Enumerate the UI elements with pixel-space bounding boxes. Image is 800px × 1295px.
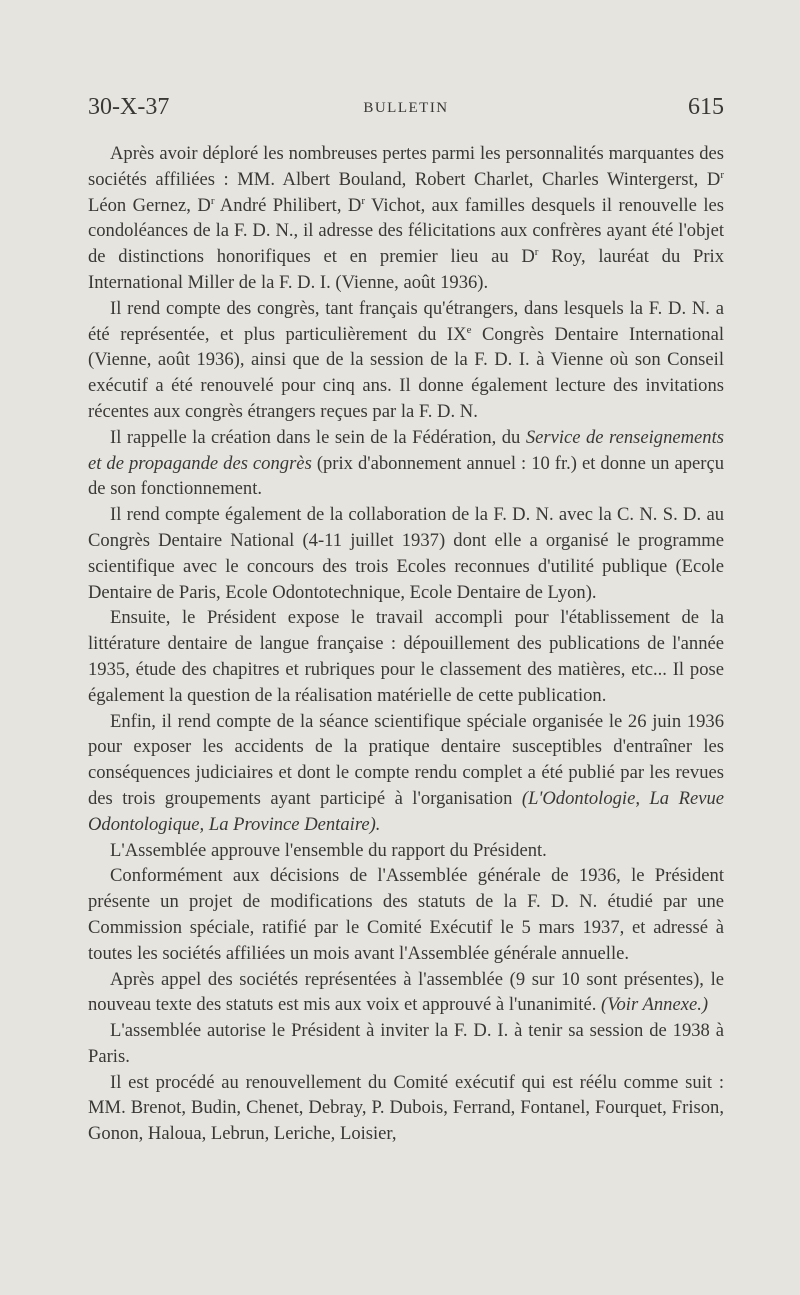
- text-run: André Philibert, D: [214, 194, 362, 216]
- paragraph: [88, 967, 724, 1019]
- paragraph: [88, 296, 724, 425]
- running-header: [88, 94, 724, 128]
- text-run: Congrès Dentaire International (Vienne, août 1936), ainsi que de la session de la F. D. I. à Vienne où son Conseil exécutif a été renouvelé pour cinq ans. Il donne également lecture des invitations récentes aux congrès étrangers reçues par la F. D. N.: [88, 323, 724, 422]
- paragraph: [88, 838, 724, 864]
- text-run: L'assemblée autorise le Président à inviter la F. D. I. à tenir sa session de 1938 à Paris.: [88, 1020, 724, 1067]
- page-number: 615: [688, 94, 724, 120]
- paragraph: [88, 425, 724, 502]
- superscript: r: [210, 194, 215, 207]
- text-run: L'Assemblée approuve l'ensemble du rapport du Président.: [110, 839, 547, 861]
- text-run: Ensuite, le Président expose le travail accompli pour l'établissement de la littérature dentaire de langue française : dépouillement des publications de l'année 1935, étude des chapitres et rubriques pour le classement des matières, etc... Il pose également la question de la réalisation matérielle de cette publication.: [88, 607, 724, 706]
- text-run: Il rappelle la création dans le sein de la Fédération, du: [110, 426, 526, 448]
- paragraph: [88, 141, 724, 296]
- text-run: Léon Gernez, D: [88, 194, 211, 216]
- body-text: [88, 141, 724, 1147]
- text-run: Vichot, aux familles desquels il renouvelle les condoléances de la F. D. N., il adresse des félicitations aux confrères ayant été l'objet de distinctions honorifiques et en premier lieu au D: [88, 194, 724, 268]
- superscript: r: [534, 246, 539, 259]
- superscript: r: [720, 168, 724, 181]
- paragraph: [88, 709, 724, 838]
- header-date: 30-X-37: [88, 94, 170, 120]
- italic-text: (Voir Annexe.): [601, 994, 709, 1016]
- superscript: e: [466, 323, 472, 336]
- header-title: BULLETIN: [363, 100, 449, 116]
- text-run: Après avoir déploré les nombreuses pertes parmi les personnalités marquantes des sociétés affiliées : MM. Albert Bouland, Robert Charlet, Charles Wintergerst, D: [88, 143, 724, 190]
- text-run: Après appel des sociétés représentées à l'assemblée (9 sur 10 sont présentes), le nouveau texte des statuts est mis aux voix et approuvé à l'unanimité.: [88, 968, 724, 1016]
- italic-text: (L'Odontologie, La Revue Odontologique, La Province Dentaire).: [88, 787, 724, 835]
- text-run: Il est procédé au renouvellement du Comité exécutif qui est réélu comme suit : MM. Brenot, Budin, Chenet, Debray, P. Dubois, Ferrand, Fontanel, Fourquet, Frison, Gonon, Haloua, Lebrun, Leriche, Loisier,: [88, 1071, 724, 1145]
- text-run: Il rend compte des congrès, tant français qu'étrangers, dans lesquels la F. D. N. a été représentée, et plus particulièrement du IX: [88, 297, 724, 345]
- text-run: Il rend compte également de la collaboration de la F. D. N. avec la C. N. S. D. au Congrès Dentaire National (4-11 juillet 1937) dont elle a organisé le programme scientifique avec le concours des trois Ecoles reconnues d'utilité publique (Ecole Dentaire de Paris, Ecole Odontotechnique, Ecole Dentaire de Lyon).: [88, 504, 724, 603]
- superscript: r: [361, 194, 365, 207]
- text-run: Roy, lauréat du Prix International Miller de la F. D. I. (Vienne, août 1936).: [88, 246, 725, 293]
- paragraph: [88, 1070, 724, 1147]
- paragraph: [88, 1018, 724, 1070]
- paragraph: [88, 605, 724, 708]
- italic-text: Service de renseignements et de propagande des congrès: [88, 426, 724, 474]
- text-run: (prix d'abonnement annuel : 10 fr.) et donne un aperçu de son fonctionnement.: [88, 452, 725, 500]
- text-run: Conformément aux décisions de l'Assemblée générale de 1936, le Président présente un projet de modifications des statuts de la F. D. N. étudié par une Commission spéciale, ratifié par le Comité Exécutif le 5 mars 1937, et adressé à toutes les sociétés affiliées un mois avant l'Assemblée générale annuelle.: [88, 865, 724, 964]
- paragraph: [88, 502, 724, 605]
- paragraph: [88, 863, 724, 966]
- text-run: Enfin, il rend compte de la séance scientifique spéciale organisée le 26 juin 1936 pour exposer les accidents de la pratique dentaire susceptibles d'entraîner les conséquences judiciaires et dont le compte rendu complet a été publié par les revues des trois groupements ayant participé à l'organisation: [88, 710, 724, 809]
